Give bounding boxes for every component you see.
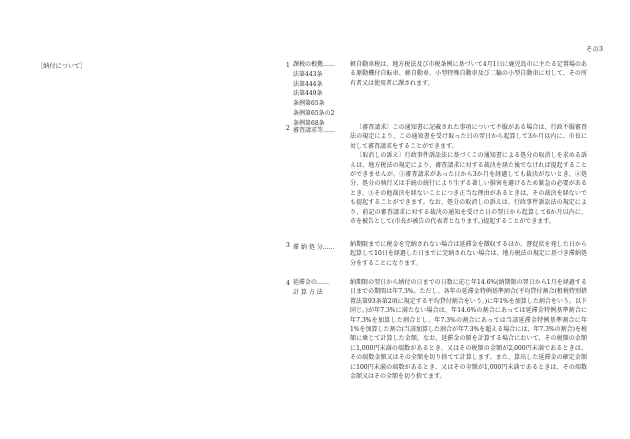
item-label-line: 条例第65条の2 [293, 109, 335, 117]
item-label-appeal: 審査請求等…… [293, 127, 336, 134]
item-body-tax-basis [350, 60, 587, 88]
section-heading-payment: ［納付について］ [37, 63, 87, 70]
item-label-line: 法第443条 [293, 70, 323, 78]
paragraph: 軽自動車税は、地方税法及び市税条例に基づいて4月1日に鹿児島市に主たる定置場のある原動機付自転車、軽自動車、小型特殊自動車及び二輪の小型自動車に対して、その所有者又は使用者に課されます。 [350, 61, 587, 87]
item-label-line: 法第449条 [293, 90, 323, 98]
item-number: 1 [286, 62, 290, 69]
paragraph: 〔取消しの訴え〕行政事件訴訟法に基づくこの通知書による処分の取消しを求める訴えは、地方税法の規定により、審査請求に対する裁決を経た後でなければ提起することができませんが、①審査請求があった日から3か月を経過しても裁決がないとき、②処分、処分の執行又は手続の続行により生ずる著しい損害を避けるため緊急の必要があるとき、③その他裁決を経ないことにつき正当な理由があるときは、その裁決を経ないでも提起することができます。なお、処分の取消しの訴えは、行政事件訴訟法の規定により、前記の審査請求に対する裁決の通知を受けた日の翌日から起算して6か月以内に、市を被告として(市長が被告の代表者となります。)提起することができます。 [350, 152, 587, 226]
paragraph: 納期限までに税金を完納されない場合は延滞金を徴収するほか、督促状を発した日から起算して10日を経過した日までに完納されない場合は、地方税法の規定に基づき滞納処分をすることになります。 [350, 241, 587, 267]
item-label-line: 法第444条 [293, 80, 323, 88]
item-label-line: 条例第68条 [293, 119, 325, 127]
page-number: その3 [586, 46, 604, 53]
item-label-tax-basis [293, 60, 335, 129]
item-number: 3 [286, 242, 290, 249]
item-body-appeal [350, 123, 587, 226]
item-label-line: 課税の根拠…… [293, 61, 336, 68]
paragraph: 納期限の翌日から納付の日までの日数に応じ年14.6%(納期限の翌日から1月を経過する日までの期間は年7.3%。ただし、各年の延滞金特例基準割合(平均貸付割合(租税特別措置法第93条第2項に規定する平均貸付割合をいう。)に年1%を加算した割合をいう。以下同じ。)が年7.3%に満たない場合は、年14.6%の割合にあっては延滞金特例基準割合に年7.3%を加算した割合とし、年7.3%の割合にあっては当該延滞金特例基準割合に年1%を加算した割合(当該加算した割合が年7.3%を超える場合には、年7.3%の割合)を税額に乗じて計算した金額。なお、延滞金の額を計算する場合において、その税額の金額に1,000円未満の端数があるとき、又はその税額の金額が2,000円未満であるときは、その端数金額又はその全額を切り捨てて計算します。また、算出した延滞金の確定金額に100円未満の端数があるとき、又はその全額が1,000円未満であるときは、その端数金額又はその全額を切り捨てます。 [350, 279, 587, 381]
item-label-delinquency: 滞 納 処 分…… [293, 244, 335, 251]
item-body-delinquency [350, 240, 587, 268]
item-number: 2 [286, 125, 290, 132]
item-label-line: 条例第65条 [293, 100, 325, 108]
item-label-line: 延滞金の…… [293, 279, 330, 286]
item-body-late-fee [350, 278, 587, 381]
item-label-late-fee [293, 278, 329, 298]
paragraph: 〔審査請求〕この通知書に記載された事項について不服がある場合は、行政不服審査法の規定により、この通知書を受け取った日の翌日から起算して3か月以内に、市長に対して審査請求をすることができます。 [350, 124, 587, 150]
item-number: 4 [286, 280, 290, 287]
item-label-line: 計 算 方 法 [293, 288, 323, 296]
